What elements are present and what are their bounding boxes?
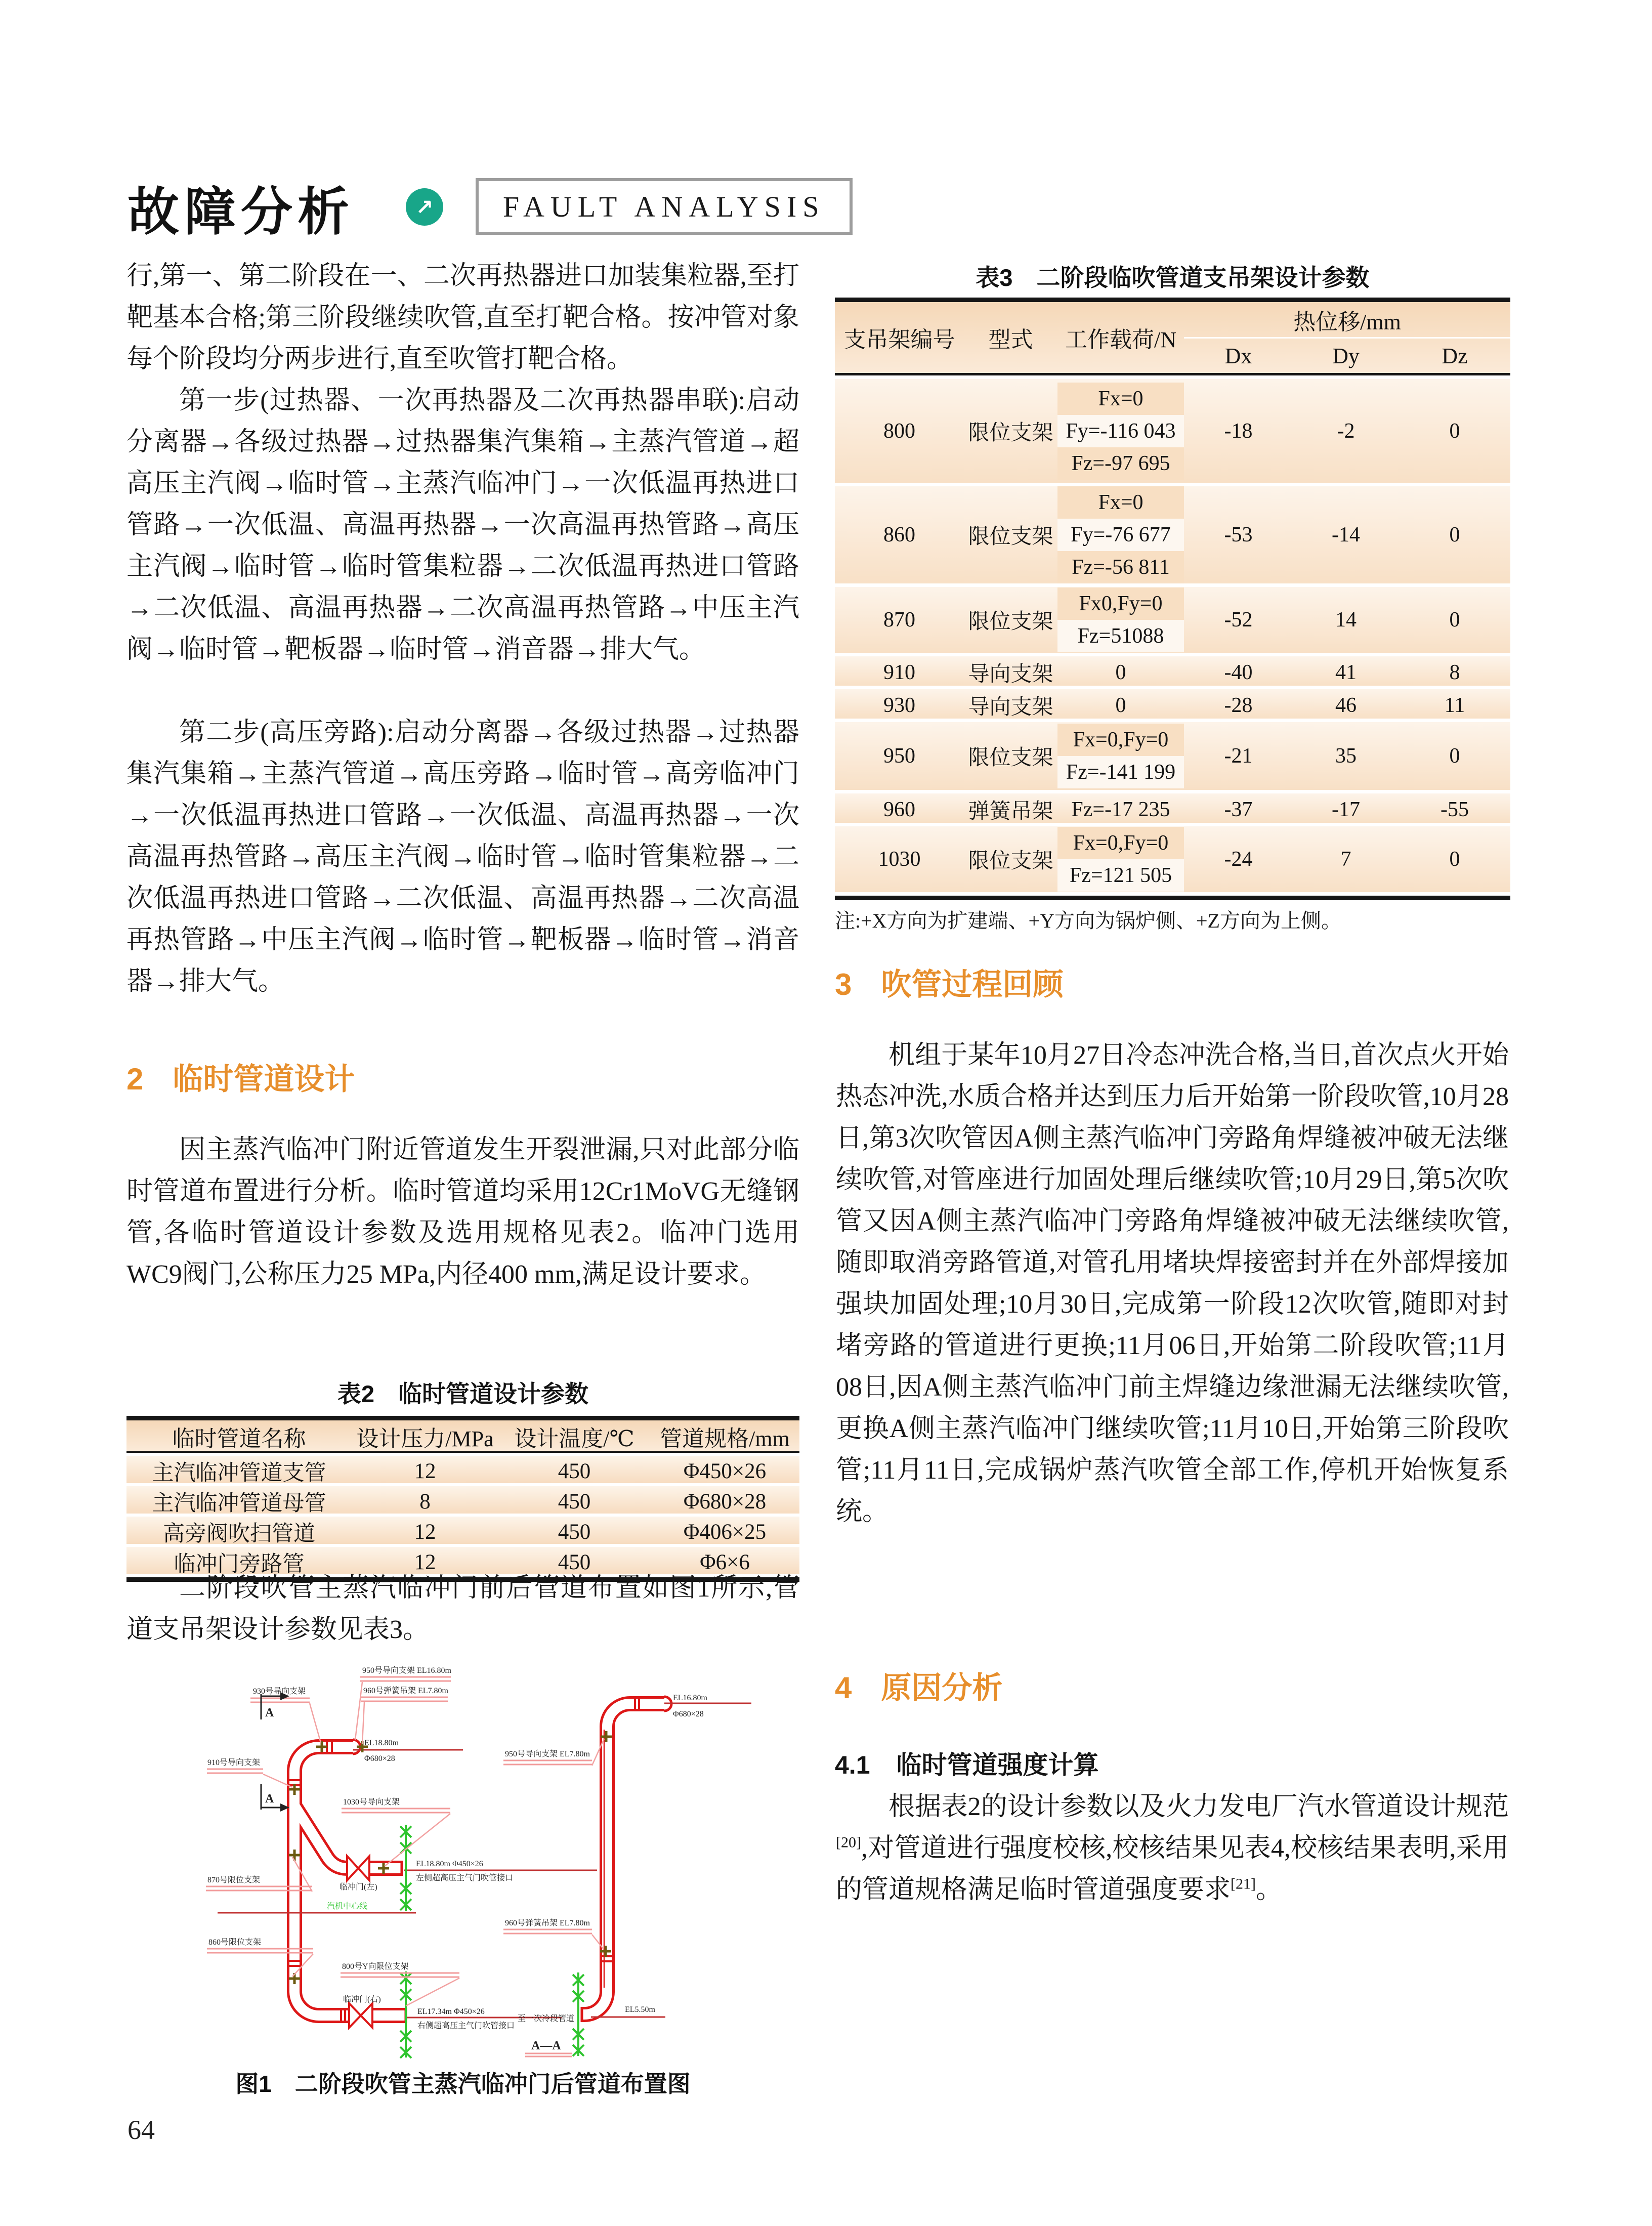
support-label-860: 860号限位支架	[208, 1938, 262, 1947]
section-title: 吹管过程回顾	[881, 968, 1064, 1001]
load-cell: Fx=0,Fy=0 Fz=121 505	[1057, 826, 1184, 892]
column-header: 工作载荷/N	[1065, 327, 1176, 352]
section-heading-4	[835, 1664, 1002, 1707]
section-marker-label: A	[265, 1706, 274, 1719]
paragraph: 根据表2的设计参数以及火力发电厂汽水管道设计规范[20],对管道进行强度校核,校核结果见表4,校核结果表明,采用的管道规格满足临时管道强度要求[21]。	[836, 1792, 1509, 1904]
table-row: 800 限位支架 Fx=0 Fy=-116 043 Fz=-97 695 -18 -2 0	[835, 379, 1510, 483]
column-subheader: Dy	[1332, 343, 1360, 368]
arrow-glyph: ↗	[415, 194, 434, 220]
arrow-up-right-icon	[406, 188, 443, 226]
support-label-950-right: 950号导向支架 EL7.80m	[505, 1750, 590, 1758]
table3-title: 表3 二阶段临吹管道支吊架设计参数	[976, 264, 1370, 291]
page-number: 64	[128, 2115, 155, 2145]
load-cell: Fx=0 Fy=-76 677 Fz=-56 811	[1057, 486, 1184, 583]
table-row: 930 导向支架 0 -28 46 11	[835, 689, 1510, 719]
table-row: 870 限位支架 Fx0,Fy=0 Fz=51088 -52 14 0	[835, 587, 1510, 653]
support-label-950-left: 950号导向支架 EL16.80m	[362, 1666, 451, 1675]
table-row: 主汽临冲管道支管 12 450 Φ450×26	[126, 1456, 799, 1483]
section-number: 2	[126, 1062, 144, 1096]
page-title: 故障分析	[128, 183, 354, 241]
port-label-left: 左侧超高压主气门吹管接口	[416, 1874, 514, 1882]
subsection-title: 临时管道强度计算	[896, 1751, 1099, 1779]
column-header: 热位移/mm	[1184, 302, 1510, 339]
cold-leg-label: 至一次冷段管道	[518, 2014, 575, 2023]
support-label-1030: 1030号导向支架	[343, 1798, 400, 1807]
table3-header	[835, 302, 1510, 375]
section-marker-label: A	[265, 1792, 274, 1805]
section-heading-3	[835, 960, 1063, 1004]
figure1-caption: 图1 二阶段吹管主蒸汽临冲门后管道布置图	[235, 2071, 691, 2097]
citation-ref: [20]	[836, 1834, 861, 1851]
port-label-right: 右侧超高压主气门吹管接口	[417, 2022, 515, 2030]
table-row: 高旁阀吹扫管道 12 450 Φ406×25	[126, 1517, 799, 1544]
citation-ref: [21]	[1231, 1875, 1256, 1893]
subsection-heading-4-1	[835, 1745, 1099, 1781]
table3	[835, 298, 1510, 900]
column-header: 支吊架编号	[843, 327, 955, 352]
elevation-label: EL16.80m	[673, 1694, 707, 1702]
support-label-960-top: 960号弹簧吊架 EL7.80m	[363, 1687, 448, 1695]
column-header: 设计压力/MPa	[356, 1426, 494, 1451]
load-cell: Fx=0 Fy=-116 043 Fz=-97 695	[1057, 379, 1184, 483]
table2	[126, 1416, 799, 1582]
valve-right-label: 临冲门(右)	[343, 1995, 381, 2004]
paragraph: 行,第一、第二阶段在一、二次再热器进口加装集粒器,至打靶基本合格;第三阶段继续吹管,直至打靶合格。按冲管对象每个阶段均分两步进行,直至吹管打靶合格。	[126, 262, 799, 373]
support-label-910: 910号导向支架	[207, 1758, 261, 1767]
figure1-pipe-diagram	[126, 1654, 799, 2059]
column-header: 临时管道名称	[172, 1426, 306, 1451]
section-heading-2	[126, 1055, 355, 1099]
valve-right-icon	[349, 2003, 372, 2028]
section-title: 临时管道设计	[173, 1062, 355, 1096]
paragraph: 二阶段吹管主蒸汽临冲门前后管道布置如图1所示,管道支吊架设计参数见表3。	[126, 1574, 799, 1644]
centerline-label: 汽机中心线	[327, 1902, 368, 1911]
support-label-960-right: 960号弹簧吊架 EL7.80m	[505, 1919, 590, 1927]
column-subheader: Dz	[1442, 343, 1468, 368]
load-cell: Fz=-17 235	[1071, 798, 1170, 821]
table-row: 950 限位支架 Fx=0,Fy=0 Fz=-141 199 -21 35 0	[835, 722, 1510, 790]
section-banner-label: FAULT ANALYSIS	[503, 190, 825, 223]
load-cell: Fx0,Fy=0 Fz=51088	[1057, 587, 1184, 653]
valve-left-icon	[347, 1856, 369, 1880]
table3-note: 注:+X方向为扩建端、+Y方向为锅炉侧、+Z方向为上侧。	[835, 909, 1341, 932]
support-label-800: 800号Y向限位支架	[342, 1962, 409, 1971]
support-label-930: 930号导向支架	[253, 1687, 306, 1696]
section-title: 原因分析	[881, 1671, 1003, 1705]
support-label-870: 870号限位支架	[207, 1876, 261, 1884]
table2-header-row	[126, 1420, 799, 1453]
elevation-label: EL18.80m	[364, 1739, 399, 1747]
load-cell: Fx=0,Fy=0 Fz=-141 199	[1057, 722, 1184, 790]
table-row: 主汽临冲管道母管 8 450 Φ680×28	[126, 1486, 799, 1514]
table2-title: 表2 临时管道设计参数	[337, 1380, 589, 1407]
load-cell: 0	[1115, 694, 1126, 717]
table-row: 960 弹簧吊架 Fz=-17 235 -37 -17 -55	[835, 793, 1510, 823]
paragraph: 第二步(高压旁路):启动分离器→各级过热器→过热器集汽集箱→主蒸汽管道→高压旁路→临时管→高旁临冲门→一次低温再热进口管路→一次低温、高温再热器→一次高温再热管路→高压主汽阀→临时管→临时管集粒器→二次低温再热进口管路→二次低温、高温再热器→二次高温再热管路→中压主汽阀→临时管→靶板器→临时管→消音器→排大气。	[126, 718, 799, 996]
elevation-label: EL5.50m	[625, 2005, 655, 2014]
load-cell: 0	[1115, 661, 1126, 684]
table-row: 860 限位支架 Fx=0 Fy=-76 677 Fz=-56 811 -53 -14 0	[835, 486, 1510, 583]
elevation-label: EL18.80m Φ450×26	[416, 1860, 483, 1868]
paragraph: 因主蒸汽临冲门附近管道发生开裂泄漏,只对此部分临时管道布置进行分析。临时管道均采用12Cr1MoVG无缝钢管,各临时管道设计参数及选用规格见表2。临冲门选用WC9阀门,公称压力25 MPa,内径400 mm,满足设计要求。	[126, 1136, 799, 1289]
valve-left-label: 临冲门(左)	[340, 1883, 377, 1892]
elevation-label: EL17.34m Φ450×26	[417, 2007, 485, 2016]
column-header: 设计温度/℃	[514, 1426, 634, 1451]
table-row: 1030 限位支架 Fx=0,Fy=0 Fz=121 505 -24 7 0	[835, 826, 1510, 892]
table-row: 临冲门旁路管 12 450 Φ6×6	[126, 1547, 799, 1574]
pipe-spec-label: Φ680×28	[364, 1754, 395, 1763]
paragraph: 机组于某年10月27日冷态冲洗合格,当日,首次点火开始热态冲洗,水质合格并达到压力后开始第一阶段吹管,10月28日,第3次吹管因A侧主蒸汽临冲门旁路角焊缝被冲破无法继续吹管,对管座进行加固处理后继续吹管;10月29日,第5次吹管又因A侧主蒸汽临冲门旁路角焊缝被冲破无法继续吹管,随即取消旁路管道,对管孔用堵块焊接密封并在外部焊接加强块加固处理;10月30日,完成第一阶段12次吹管,随即对封堵旁路的管道进行更换;11月06日,开始第二阶段吹管;11月08日,因A侧主蒸汽临冲门前主焊缝边缘泄漏无法继续吹管,更换A侧主蒸汽临冲门继续吹管;11月10日,开始第三阶段吹管;11月11日,完成锅炉蒸汽吹管全部工作,停机开始恢复系统。	[836, 1041, 1509, 1526]
section-view-label: A—A	[531, 2039, 561, 2052]
paragraph: 第一步(过热器、一次再热器及二次再热器串联):启动分离器→各级过热器→过热器集汽集箱→主蒸汽管道→超高压主汽阀→临时管→主蒸汽临冲门→一次低温再热进口管路→一次低温、高温再热器→一次高温再热管路→高压主汽阀→临时管→临时管集粒器→二次低温再热进口管路→二次低温、高温再热器→二次高温再热管路→中压主汽阀→临时管→靶板器→临时管→消音器→排大气。	[126, 386, 799, 664]
table-row: 910 导向支架 0 -40 41 8	[835, 656, 1510, 686]
column-header: 管道规格/mm	[660, 1426, 790, 1451]
subsection-number: 4.1	[835, 1751, 870, 1779]
column-subheader: Dx	[1224, 343, 1252, 368]
section-number: 4	[835, 1671, 852, 1705]
section-number: 3	[835, 968, 852, 1001]
section-banner	[476, 178, 853, 235]
pipe-spec-label: Φ680×28	[673, 1710, 704, 1718]
column-header: 型式	[988, 327, 1033, 352]
